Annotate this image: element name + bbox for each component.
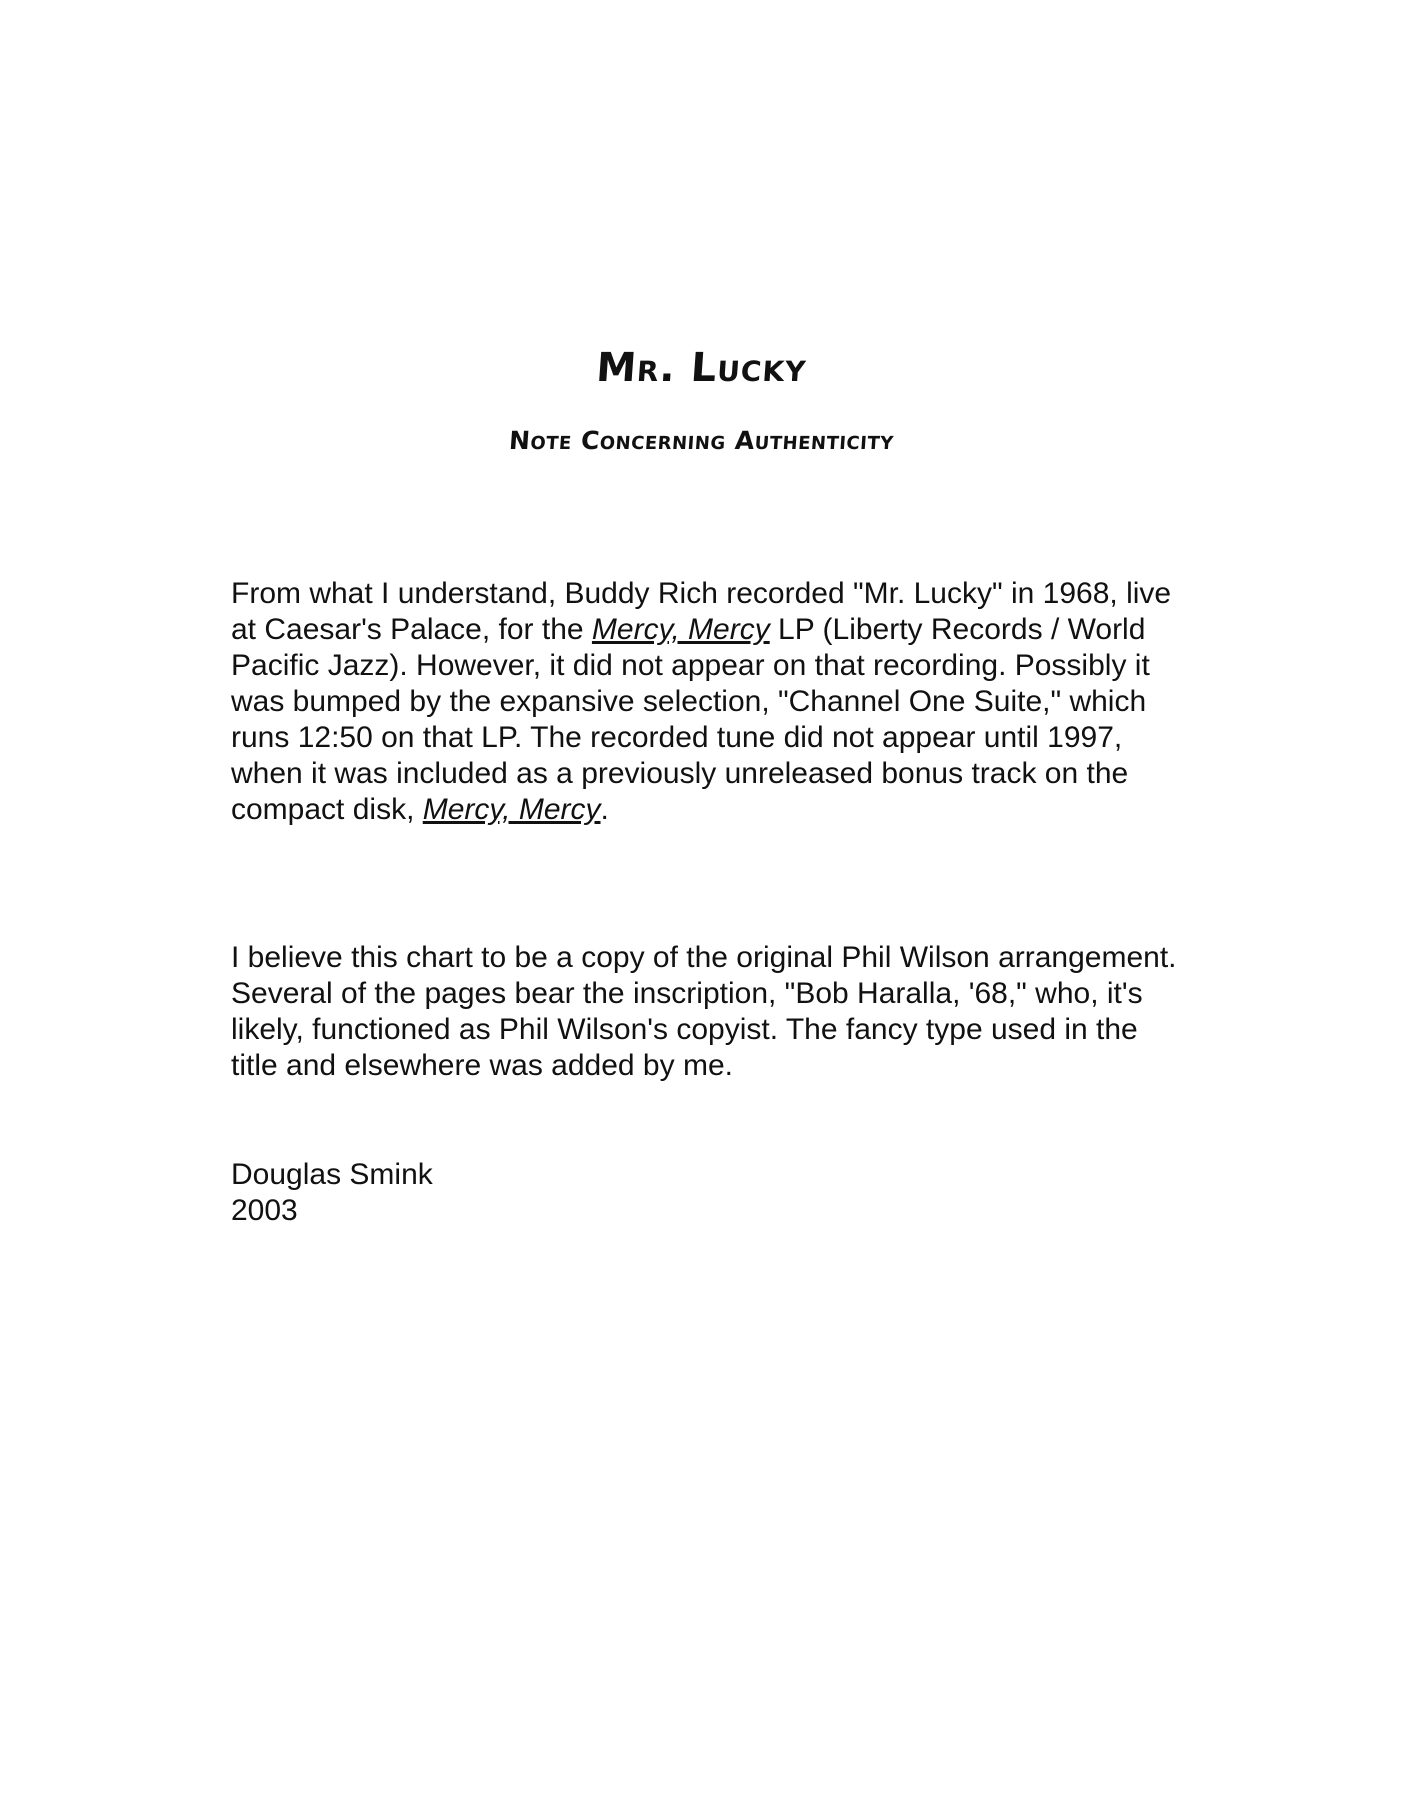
paragraph-history-text-1: From what I understand, Buddy Rich recorded "Mr. Lucky" in 1968, live at Caesar's Palace, for the bbox=[231, 577, 1172, 646]
paragraph-history-text-2: LP (Liberty Records / World Pacific Jazz). However, it did not appear on that recording. Possibly it was bumped by the expansive selection, "Channel One Suite," which runs 12:50 on that LP. The recorded tune did not appear until 1997, when it was included as a previously unreleased bonus track on the compact disk, bbox=[231, 613, 1150, 826]
signature-year: 2003 bbox=[231, 1194, 298, 1227]
paragraph-history bbox=[231, 576, 1191, 828]
album-title-cd: Mercy, Mercy bbox=[422, 793, 601, 826]
document-title: Mr. Lucky bbox=[594, 345, 809, 391]
signature-block bbox=[231, 1157, 1191, 1229]
author-name: Douglas Smink bbox=[231, 1158, 433, 1191]
document-subtitle: Note Concerning Authenticity bbox=[508, 426, 895, 455]
paragraph-history-end: . bbox=[600, 793, 609, 826]
paragraph-authenticity: I believe this chart to be a copy of the original Phil Wilson arrangement. Several of the pages bear the inscription, "Bob Haralla, '68," who, it's likely, functioned as Phil Wilson's copyist. The fancy type used in the title and elsewhere was added by me. bbox=[231, 941, 1177, 1082]
album-title-lp: Mercy, Mercy bbox=[591, 613, 770, 646]
